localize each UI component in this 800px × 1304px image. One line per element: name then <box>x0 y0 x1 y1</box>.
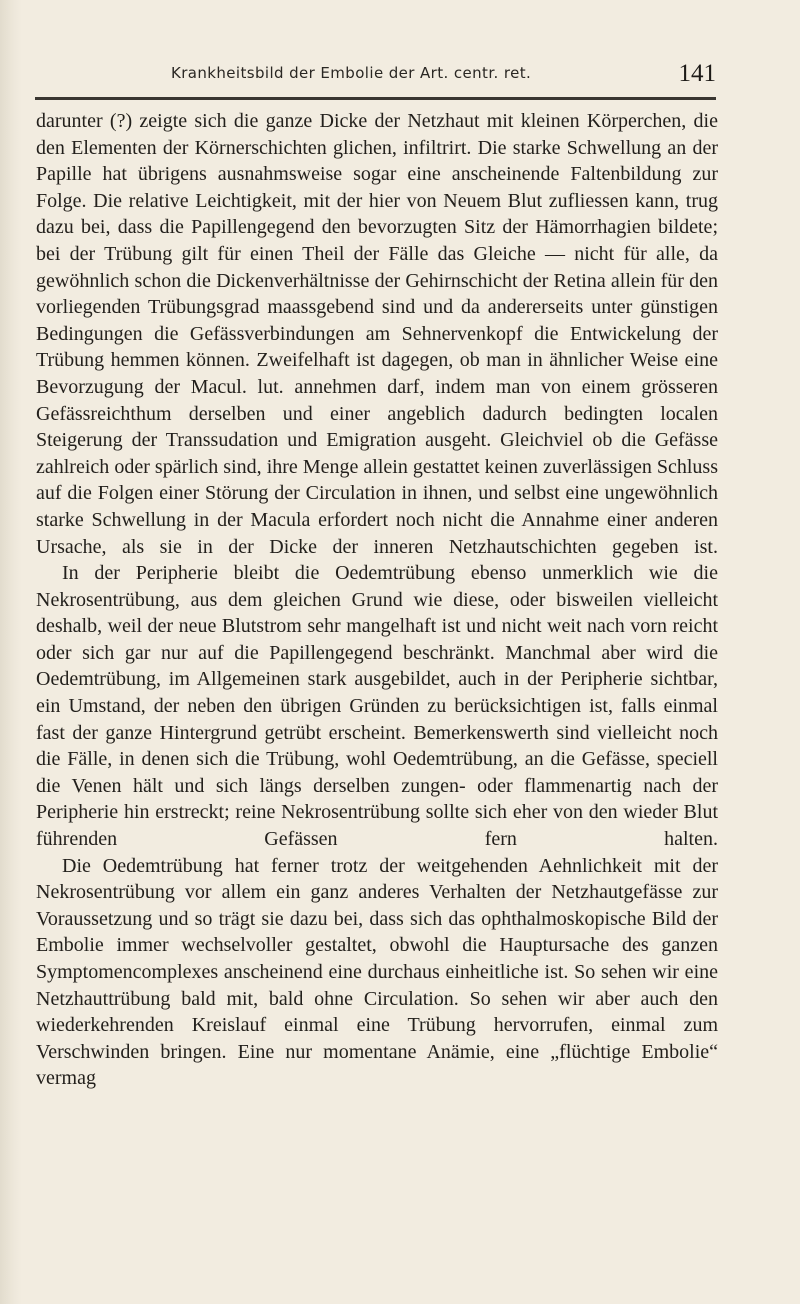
header-rule <box>35 97 716 100</box>
running-title: Krankheitsbild der Embolie der Art. centr. ret. <box>171 64 532 82</box>
paragraph-1: darunter (?) zeigte sich die ganze Dicke der Netzhaut mit kleinen Körperchen, die den Elementen der Körnerschichten glichen, infiltrirt. Die starke Schwellung an der Papille hat übrigens ausnahmsweise sogar eine anscheinende Faltenbildung zur Folge. Die relative Leichtigkeit, mit der hier von Neuem Blut zufliessen kann, trug dazu bei, dass die Papillengegend den bevorzugten Sitz der Hämorrhagien bildete; bei der Trübung gilt für einen Theil der Fälle das Gleiche — nicht für alle, da gewöhnlich schon die Dickenverhältnisse der Gehirnschicht der Retina allein für den vorliegenden Trübungsgrad maassgebend sind und da andererseits unter günstigen Bedingungen die Gefässverbindungen am Sehnervenkopf die Entwickelung der Trübung hemmen können. Zweifelhaft ist dagegen, ob man in ähnlicher Weise eine Bevorzugung der Macul. lut. annehmen darf, indem man von einem grösseren Gefässreichthum derselben und einer angeblich dadurch bedingten localen Steigerung der Transsudation und Emigration ausgeht. Gleichviel ob die Gefässe zahlreich oder spärlich sind, ihre Menge allein gestattet keinen zuverlässigen Schluss auf die Folgen einer Störung der Circulation in ihnen, und selbst eine ungewöhnlich starke Schwellung in der Macula erfordert noch nicht die Annahme einer anderen Ursache, als sie in der Dicke der inneren Netzhautschichten gegeben ist. <box>36 110 718 558</box>
body-text <box>36 108 718 1092</box>
paragraph-2: In der Peripherie bleibt die Oedemtrübung ebenso unmerklich wie die Nekrosentrübung, aus dem gleichen Grund wie diese, oder bisweilen vielleicht deshalb, weil der neue Blutstrom sehr mangelhaft ist und nicht weit nach vorn reicht oder sich gar nur auf die Papillengegend beschränkt. Manchmal aber wird die Oedemtrübung, im Allgemeinen stark ausgebildet, auch in der Peripherie sichtbar, ein Umstand, der neben den übrigen Gründen zu berücksichtigen ist, falls einmal fast der ganze Hintergrund getrübt erscheint. Bemerkenswerth sind vielleicht noch die Fälle, in denen sich die Trübung, wohl Oedemtrübung, an die Gefässe, speciell die Venen hält und sich längs derselben zungen- oder flammenartig nach der Peripherie hin erstreckt; reine Nekrosentrübung sollte sich eher von den wieder Blut führenden Gefässen fern halten. <box>36 562 718 851</box>
page-gutter-shadow <box>0 0 22 1304</box>
page-number: 141 <box>678 60 716 87</box>
paragraph-3: Die Oedemtrübung hat ferner trotz der weitgehenden Aehnlichkeit mit der Nekrosentrübung vor allem ein ganz anderes Verhalten der Netzhautgefässe zur Voraussetzung und so trägt sie dazu bei, dass sich das ophthalmoskopische Bild der Embolie immer wechselvoller gestaltet, obwohl die Hauptursache des ganzen Symptomencomplexes anscheinend eine durchaus einheitliche ist. So sehen wir eine Netzhauttrübung bald mit, bald ohne Circulation. So sehen wir aber auch den wiederkehrenden Kreislauf einmal eine Trübung hervorrufen, einmal zum Verschwinden bringen. Eine nur momentane Anämie, eine „flüchtige Embolie“ vermag <box>36 854 718 1090</box>
page-header <box>133 58 716 92</box>
